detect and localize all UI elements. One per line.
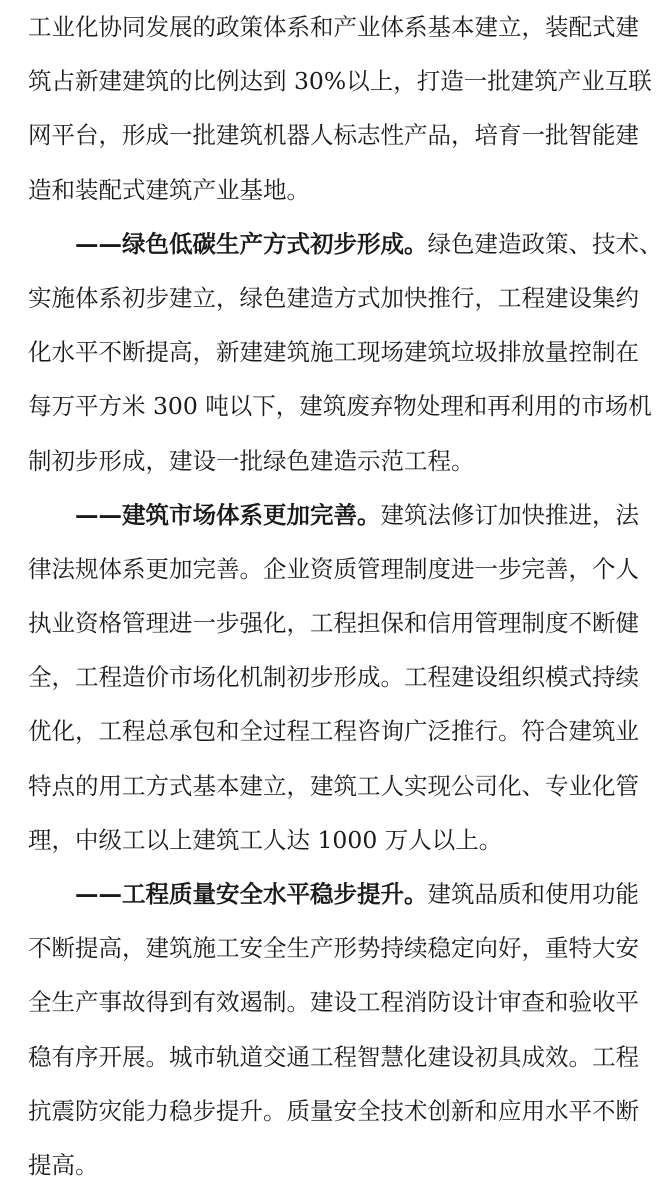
text-run: 建筑品质和使用功能	[427, 880, 639, 908]
text-line: 全，工程造价市场化机制初步形成。工程建设组织模式持续	[28, 663, 639, 692]
text-line: 网平台，形成一批建筑机器人标志性产品，培育一批智能建	[28, 121, 639, 150]
text-line: 理，中级工以上建筑工人达 1000 万人以上。	[28, 825, 503, 854]
text-line: 全生产事故得到有效遏制。建设工程消防设计审查和验收平	[28, 988, 639, 1017]
paragraph-first-line	[28, 488, 638, 542]
text-line: 特点的用工方式基本建立，建筑工人实现公司化、专业化管	[28, 771, 639, 800]
text-line: 每万平方米 300 吨以下，建筑废弃物处理和再利用的市场机	[28, 392, 652, 421]
text-line: 制初步形成，建设一批绿色建造示范工程。	[28, 446, 475, 475]
section-heading: ——绿色低碳生产方式初步形成。	[75, 229, 428, 258]
paragraph-first-line	[28, 217, 663, 271]
section-heading: ——工程质量安全水平稳步提升。	[75, 880, 428, 908]
text-line: 筑占新建建筑的比例达到 30%以上，打造一批建筑产业互联	[28, 67, 652, 96]
text-line: 不断提高，建筑施工安全生产形势持续稳定向好，重特大安	[28, 934, 639, 963]
text-line: 化水平不断提高，新建建筑施工现场建筑垃圾排放量控制在	[28, 338, 639, 367]
text-line: 优化，工程总承包和全过程工程咨询广泛推行。符合建筑业	[28, 717, 639, 746]
paragraph-first-line	[28, 867, 638, 921]
text-line: 提高。	[28, 1150, 99, 1179]
text-run: 建筑法修订加快推进，法	[380, 500, 639, 529]
text-line: 工业化协同发展的政策体系和产业体系基本建立，装配式建	[28, 13, 639, 41]
text-line: 实施体系初步建立，绿色建造方式加快推行，工程建设集约	[28, 283, 639, 312]
text-run: 绿色建造政策、技术、	[427, 229, 663, 258]
section-heading: ——建筑市场体系更加完善。	[75, 500, 381, 529]
text-line: 造和装配式建筑产业基地。	[28, 175, 310, 204]
text-line: 稳有序开展。城市轨道交通工程智慧化建设初具成效。工程	[28, 1042, 639, 1071]
text-line: 执业资格管理进一步强化，工程担保和信用管理制度不断健	[28, 609, 639, 638]
text-line: 抗震防灾能力稳步提升。质量安全技术创新和应用水平不断	[28, 1096, 639, 1125]
text-line: 律法规体系更加完善。企业资质管理制度进一步完善，个人	[28, 554, 639, 583]
